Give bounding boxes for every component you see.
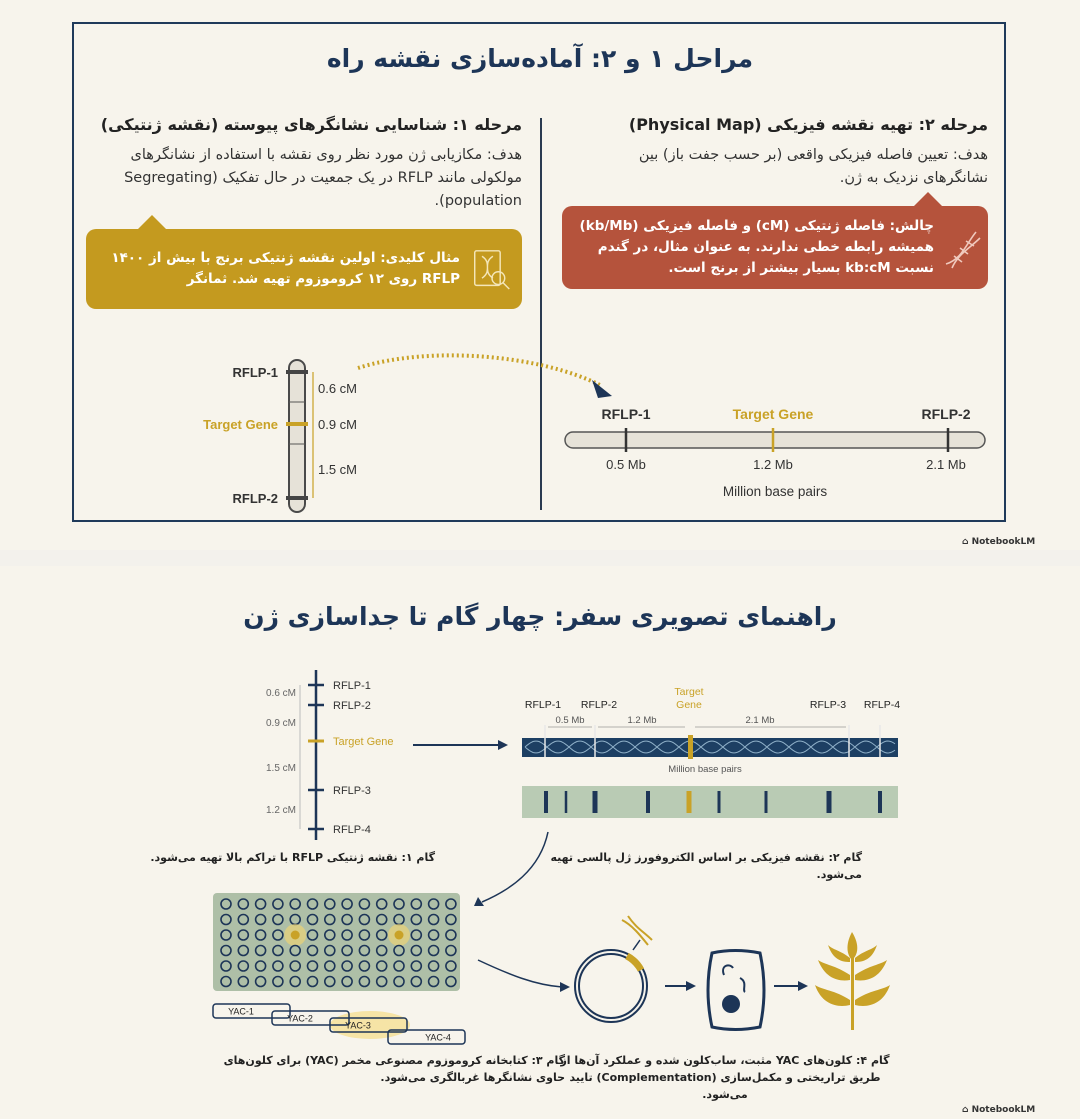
gel-band bbox=[765, 791, 768, 813]
curved-arrow bbox=[478, 960, 562, 987]
distance-label: 1.5 cM bbox=[265, 763, 296, 774]
span-label: 1.2 Mb bbox=[627, 715, 657, 726]
yac-label: YAC-3 bbox=[345, 1020, 371, 1031]
target-label: Target Gene bbox=[732, 406, 814, 422]
marker-label: RFLP-4 bbox=[863, 699, 901, 711]
marker-label: RFLP-2 bbox=[921, 406, 971, 422]
axis-label: Million base pairs bbox=[722, 484, 828, 499]
gel-band bbox=[565, 791, 568, 813]
gel-band bbox=[646, 791, 650, 813]
dotted-arrow bbox=[358, 355, 600, 385]
gel-band bbox=[544, 791, 548, 813]
maps-graphic bbox=[0, 0, 1080, 550]
gel-band bbox=[827, 791, 832, 813]
marker-label: RFLP-1 bbox=[333, 680, 371, 692]
distance-label: 1.2 cM bbox=[265, 805, 296, 816]
insert-segment bbox=[627, 956, 641, 970]
dna-fragment-icon bbox=[622, 916, 652, 945]
gel-band bbox=[593, 791, 598, 813]
page-title: مراحل ۱ و ۲: آماده‌سازی نقشه راه bbox=[326, 44, 754, 73]
gel-band bbox=[718, 791, 721, 813]
plant-icon bbox=[815, 932, 890, 1030]
arrow bbox=[798, 981, 808, 991]
marker-label: RFLP-1 bbox=[524, 699, 562, 711]
marker-label: RFLP-2 bbox=[232, 491, 278, 506]
stage1-goal: هدف: مکازیابی ژن مورد نظر روی نقشه با استفاده از نشانگرهای مولکولی مانند RFLP در یک جمعیت در حال تفکیک (Segregating population). bbox=[124, 147, 522, 209]
gel-band bbox=[878, 791, 882, 813]
brand-label: ⌂ NotebookLM bbox=[962, 537, 1036, 547]
brand-label: ⌂ NotebookLM bbox=[962, 1105, 1036, 1115]
marker-label: RFLP-3 bbox=[333, 785, 371, 797]
span-label: 0.5 Mb bbox=[555, 715, 585, 726]
step3-caption: گام ۳: کتابخانه کروموزوم مصنوعی مخمر (YAC) برای کلون‌های حاوی نشانگرها غربالگری می‌شود. bbox=[223, 1054, 565, 1084]
target-label: Target bbox=[674, 686, 704, 698]
arrow bbox=[686, 981, 696, 991]
four-steps-panel bbox=[0, 566, 1080, 1119]
step4-caption: گام ۴: کلون‌های YAC مثبت، ساب‌کلون شده و عملکرد آن‌ها از طریق تراریختی و مکمل‌سازی (Complementation) تایید می‌شود. bbox=[560, 1054, 890, 1101]
gel-lane bbox=[522, 786, 898, 818]
span-label: 2.1 Mb bbox=[745, 715, 775, 726]
distance-label: 1.5 cM bbox=[318, 462, 358, 477]
target-label: Target Gene bbox=[333, 736, 394, 748]
marker-label: RFLP-2 bbox=[333, 700, 371, 712]
challenge-text: چالش: فاصله ژنتیکی (cM) و فاصله فیزیکی (kb/Mb) همیشه رابطه خطی ندارند. به عنوان مثال، در گندم نسبت kb:cM بسیار بیشتر از برنج است. bbox=[579, 218, 934, 276]
target-label: Gene bbox=[676, 699, 702, 711]
distance-label: 0.9 cM bbox=[265, 718, 296, 729]
step2-caption: گام ۲: نقشه فیزیکی بر اساس الکتروفورز ژل پالسی تهیه می‌شود. bbox=[550, 851, 862, 881]
position-label: 1.2 Mb bbox=[753, 457, 793, 472]
stage2-heading: مرحله ۲: تهیه نقشه فیزیکی (Physical Map) bbox=[628, 115, 988, 134]
marker-label: RFLP-3 bbox=[809, 699, 847, 711]
marker-label: RFLP-4 bbox=[333, 824, 371, 836]
steps-graphic bbox=[0, 566, 1080, 1119]
yac-label: YAC-1 bbox=[228, 1006, 254, 1017]
yac-label: YAC-4 bbox=[425, 1032, 451, 1043]
stage1-heading: مرحله ۱: شناسایی نشانگرهای پیوسته (نقشه ژنتیکی) bbox=[100, 115, 522, 134]
target-band bbox=[687, 791, 692, 813]
section-title: راهنمای تصویری سفر: چهار گام تا جداسازی ژن bbox=[243, 602, 837, 631]
marker-label: RFLP-2 bbox=[580, 699, 618, 711]
stage-1-2-panel bbox=[0, 0, 1080, 550]
stage2-goal: هدف: تعیین فاصله فیزیکی واقعی (بر حسب جفت باز) بین نشانگرهای نزدیک به ژن. bbox=[638, 147, 988, 186]
target-marker bbox=[688, 735, 693, 759]
chromosome bbox=[289, 360, 305, 512]
cell-icon bbox=[708, 951, 764, 1030]
position-label: 2.1 Mb bbox=[926, 457, 966, 472]
target-label: Target Gene bbox=[203, 417, 278, 432]
distance-label: 0.6 cM bbox=[318, 381, 358, 396]
example-text: مثال کلیدی: اولین نقشه ژنتیکی برنج با بیش از ۱۴۰۰ RFLP روی ۱۲ کروموزوم تهیه شد. ثمانگر bbox=[111, 250, 460, 287]
distance-label: 0.9 cM bbox=[318, 417, 358, 432]
position-label: 0.5 Mb bbox=[606, 457, 646, 472]
distance-label: 0.6 cM bbox=[265, 688, 296, 699]
marker-label: RFLP-1 bbox=[601, 406, 651, 422]
step1-caption: گام ۱: نقشه ژنتیکی RFLP با تراکم بالا تهیه می‌شود. bbox=[150, 851, 435, 864]
nucleus bbox=[722, 995, 740, 1013]
marker-label: RFLP-1 bbox=[232, 365, 278, 380]
yac-label: YAC-2 bbox=[287, 1013, 313, 1024]
axis-label: Million base pairs bbox=[668, 764, 742, 775]
yac-library-plate bbox=[213, 893, 460, 991]
positive-well bbox=[291, 931, 300, 940]
physical-bar bbox=[565, 432, 985, 448]
arrow-head bbox=[592, 380, 612, 398]
positive-well bbox=[395, 931, 404, 940]
